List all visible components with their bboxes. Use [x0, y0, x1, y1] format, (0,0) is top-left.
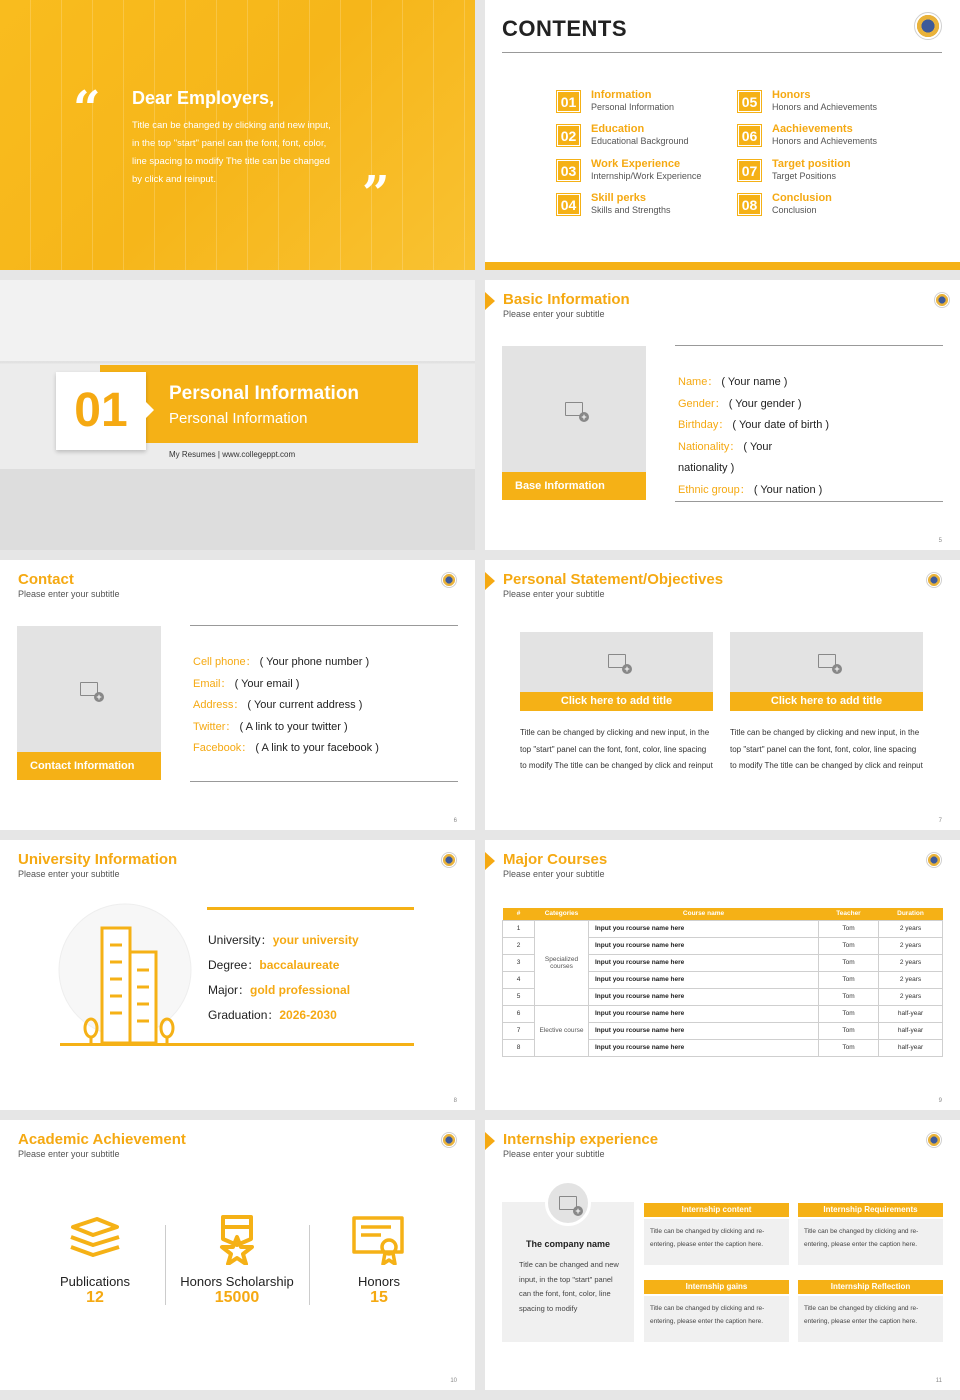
quote-close-icon: ” [362, 166, 390, 222]
field-label: Email： [193, 677, 232, 690]
field-value: ( Your current address ) [247, 699, 363, 712]
toc-title: Skill perks [591, 192, 647, 204]
field-nationality-cont [678, 458, 829, 480]
cover-text: Title can be changed by clicking and new input, in the top "start" panel can the font, font, color, line spacing to modify The title can be changed by click and reinput. [132, 120, 331, 185]
slide-title: Personal Statement/Objectives [503, 571, 724, 588]
toc-number: 02 [557, 125, 580, 146]
achievement-value: 15 [370, 1289, 388, 1306]
page-number: 9 [938, 1098, 942, 1104]
slide-title: Contact [18, 571, 74, 588]
row-label: Major： [208, 983, 251, 997]
slide-title: Academic Achievement [18, 1131, 186, 1148]
company-text: Title can be changed and new input, in the top "start" panel can the font, font, color, line spacing to modify [519, 1260, 619, 1313]
table-row[interactable] [503, 920, 943, 937]
toc-title: Target position [772, 158, 851, 170]
uni-row-graduation [208, 1003, 337, 1028]
company-name: The company name [525, 1239, 611, 1249]
page-number: 7 [938, 818, 942, 824]
field-birthday[interactable] [678, 415, 829, 437]
toc-item-6[interactable] [738, 123, 913, 149]
contents-title: CONTENTS [502, 16, 627, 41]
cell-teacher: Tom [819, 971, 879, 988]
card-image-placeholder[interactable] [730, 632, 923, 692]
slide-header [503, 851, 607, 880]
field-label: Ethnic group： [678, 483, 751, 496]
field-value: ( Your nation ) [753, 483, 823, 496]
slide-university-information[interactable] [0, 840, 475, 1110]
uni-row-major [208, 978, 350, 1003]
cell-course-name: Input you rcourse name here [589, 1039, 819, 1056]
field-value: ( Your email ) [234, 677, 300, 690]
toc-number: 05 [738, 91, 761, 112]
field-twitter[interactable] [193, 717, 379, 739]
toc-subtitle: Internship/Work Experience [591, 171, 702, 181]
cell-teacher: Tom [819, 988, 879, 1005]
slide-major-courses[interactable] [485, 840, 960, 1110]
slide-subtitle: Please enter your subtitle [18, 589, 120, 599]
toc-item-8[interactable] [738, 192, 913, 218]
slide-subtitle: Please enter your subtitle [18, 869, 120, 879]
toc-item-1[interactable] [557, 89, 732, 115]
photo-placeholder[interactable] [502, 346, 646, 472]
box-title: Internship gains [644, 1280, 789, 1294]
uni-row-degree [208, 953, 339, 978]
slide-basic-information[interactable] [485, 280, 960, 550]
cell-number: 4 [503, 971, 535, 988]
photo-placeholder[interactable] [17, 626, 161, 752]
slide-internship-experience[interactable] [485, 1120, 960, 1390]
slide-header [503, 1131, 658, 1160]
divider [207, 907, 414, 910]
toc-item-5[interactable] [738, 89, 913, 115]
page-number: 6 [453, 818, 457, 824]
field-ethnic-group[interactable] [678, 480, 829, 502]
slide-subtitle: Please enter your subtitle [503, 309, 605, 319]
box-text: Title can be changed by clicking and re-entering, please enter the caption here. [644, 1219, 789, 1265]
cell-duration: 2 years [879, 988, 943, 1005]
row-label: Degree： [208, 958, 260, 972]
image-add-icon [80, 682, 98, 696]
image-add-icon [559, 1196, 577, 1210]
university-logo-icon [914, 12, 942, 40]
building-icon [55, 900, 205, 1050]
field-value: ( Your gender ) [728, 397, 802, 410]
cover-title: Dear Employers, [132, 88, 275, 108]
section-subtitle: Personal Information [169, 410, 308, 427]
cell-duration: half-year [879, 1039, 943, 1056]
column-header: # [503, 908, 535, 920]
slide-academic-achievement[interactable] [0, 1120, 475, 1390]
company-logo-placeholder[interactable] [545, 1180, 591, 1226]
divider [190, 781, 458, 782]
cell-number: 5 [503, 988, 535, 1005]
cell-teacher: Tom [819, 920, 879, 937]
toc-title: Work Experience [591, 158, 681, 170]
books-icon [67, 1215, 123, 1265]
cell-number: 1 [503, 920, 535, 937]
field-value: ( A link to your twitter ) [239, 720, 348, 733]
box-text: Title can be changed by clicking and re-entering, please enter the caption here. [798, 1219, 943, 1265]
toc-number: 01 [557, 91, 580, 112]
achievement-value: 15000 [214, 1289, 260, 1306]
toc-title: Aachievements [772, 123, 853, 135]
slide-title: Internship experience [503, 1131, 659, 1148]
field-label: Twitter： [193, 720, 237, 733]
cell-duration: 2 years [879, 920, 943, 937]
cell-course-name: Input you rcourse name here [589, 920, 819, 937]
box-title: Internship Reflection [798, 1280, 943, 1294]
footer-bar [485, 262, 960, 270]
cell-number: 3 [503, 954, 535, 971]
row-label: Graduation： [208, 1008, 280, 1022]
achievement-scholarship [167, 1215, 307, 1307]
divider [675, 345, 943, 346]
slide-title: Major Courses [503, 851, 608, 868]
column-header: Course name [589, 908, 819, 920]
table-row[interactable] [503, 1005, 943, 1022]
card-text: Title can be changed by clicking and new input, in the top "start" panel can the font, font, color, line spacing to modify The title can be changed by click and reinput [520, 728, 713, 770]
cell-course-name: Input you rcourse name here [589, 954, 819, 971]
slide-subtitle: Please enter your subtitle [503, 869, 605, 879]
achievement-publications [25, 1215, 165, 1307]
box-title: Internship Requirements [798, 1203, 943, 1217]
achievement-honors [309, 1215, 449, 1307]
field-email[interactable] [193, 674, 379, 696]
card-title-button[interactable]: Click here to add title [520, 692, 713, 711]
toc-number: 08 [738, 194, 761, 215]
field-facebook[interactable] [193, 738, 379, 760]
cell-teacher: Tom [819, 1022, 879, 1039]
toc-number: 06 [738, 125, 761, 146]
toc-item-4[interactable] [557, 192, 732, 218]
table-header-row [503, 908, 943, 920]
university-logo-icon [441, 1132, 457, 1148]
field-label: Facebook： [193, 742, 253, 755]
toc-item-3[interactable] [557, 158, 732, 184]
field-cell-phone[interactable] [193, 652, 379, 674]
photo-label: Contact Information [17, 752, 161, 780]
cell-teacher: Tom [819, 1039, 879, 1056]
slide-title: Basic Information [503, 291, 630, 308]
university-logo-icon [926, 1132, 942, 1148]
cell-course-name: Input you rcourse name here [589, 937, 819, 954]
achievement-label: Publications [59, 1274, 131, 1289]
section-title: Personal Information [169, 383, 360, 404]
university-logo-icon [926, 572, 942, 588]
field-label: Birthday： [678, 419, 730, 432]
card-text: Title can be changed by clicking and new input, in the top "start" panel can the font, font, color, line spacing to modify The title can be changed by click and reinput [730, 728, 923, 770]
toc-title: Conclusion [772, 192, 832, 204]
medal-icon [209, 1215, 265, 1265]
field-label: Name： [678, 376, 719, 388]
card-image-placeholder[interactable] [520, 632, 713, 692]
field-gender[interactable] [678, 394, 829, 416]
toc-subtitle: Conclusion [772, 205, 817, 215]
slide-title: University Information [18, 851, 178, 868]
quote-open-icon: “ [73, 81, 101, 137]
slide-header [18, 571, 120, 600]
field-label: Nationality： [678, 440, 741, 453]
cell-course-name: Input you rcourse name here [589, 971, 819, 988]
toc-title: Information [591, 89, 652, 101]
toc-item-7[interactable] [738, 158, 913, 184]
page-number: 11 [935, 1378, 942, 1384]
slide-contact[interactable] [0, 560, 475, 830]
cell-number: 6 [503, 1005, 535, 1022]
divider [502, 52, 942, 53]
slide-header [503, 291, 630, 320]
image-add-icon [565, 402, 583, 416]
cell-teacher: Tom [819, 1005, 879, 1022]
achievement-label: Honors [358, 1274, 400, 1289]
toc-subtitle: Target Positions [772, 171, 837, 181]
cell-duration: 2 years [879, 954, 943, 971]
divider [675, 501, 943, 502]
card-title-button[interactable]: Click here to add title [730, 692, 923, 711]
toc-subtitle: Honors and Achievements [772, 136, 878, 146]
toc-subtitle: Honors and Achievements [772, 102, 878, 112]
achievement-label: Honors Scholarship [180, 1274, 294, 1289]
basic-info-list [678, 372, 829, 502]
toc-subtitle: Personal Information [591, 102, 675, 112]
divider [60, 1043, 414, 1046]
page-number: 8 [453, 1098, 457, 1104]
cell-duration: 2 years [879, 937, 943, 954]
slide-contents[interactable] [485, 0, 960, 270]
field-label: Gender： [678, 397, 726, 410]
divider [190, 625, 458, 626]
slide-header [503, 571, 723, 600]
slide-subtitle: Please enter your subtitle [503, 1149, 605, 1159]
cell-category: Elective course [535, 1005, 589, 1056]
box-text: Title can be changed by clicking and re-entering, please enter the caption here. [798, 1296, 943, 1342]
slide-section-1[interactable] [0, 280, 475, 550]
field-nationality[interactable] [678, 437, 829, 459]
courses-table [502, 908, 943, 1057]
field-value: ( Your name ) [721, 376, 788, 388]
toc-subtitle: Skills and Strengths [591, 205, 671, 215]
contact-info-list [193, 652, 379, 760]
slide-subtitle: Please enter your subtitle [503, 589, 605, 599]
toc-number: 07 [738, 160, 761, 181]
row-value: gold professional [250, 983, 351, 997]
toc-title: Honors [772, 89, 811, 101]
slide-header [18, 1131, 186, 1160]
cell-duration: half-year [879, 1022, 943, 1039]
page-number: 5 [938, 538, 942, 544]
certificate-icon [351, 1215, 407, 1265]
cell-course-name: Input you rcourse name here [589, 1022, 819, 1039]
field-value: ( Your phone number ) [259, 656, 370, 668]
column-header: Teacher [819, 908, 879, 920]
slide-personal-statement[interactable] [485, 560, 960, 830]
field-name[interactable] [678, 372, 829, 394]
cell-course-name: Input you rcourse name here [589, 1005, 819, 1022]
divider [165, 1225, 166, 1305]
field-label: Address： [193, 699, 245, 712]
column-header: Categories [535, 908, 589, 920]
cell-course-name: Input you rcourse name here [589, 988, 819, 1005]
toc-subtitle: Educational Background [591, 136, 689, 146]
field-value: ( Your date of birth ) [732, 419, 830, 432]
field-address[interactable] [193, 695, 379, 717]
cell-teacher: Tom [819, 954, 879, 971]
toc-number: 03 [557, 160, 580, 181]
cell-teacher: Tom [819, 937, 879, 954]
row-value: 2026-2030 [279, 1008, 337, 1022]
row-value: baccalaureate [259, 958, 340, 972]
field-value: ( A link to your facebook ) [255, 742, 379, 755]
cell-number: 2 [503, 937, 535, 954]
cell-category: Specialized courses [535, 920, 589, 1005]
row-value: your university [272, 933, 359, 947]
toc-item-2[interactable] [557, 123, 732, 149]
image-add-icon [608, 654, 626, 668]
box-text: Title can be changed by clicking and re-entering, please enter the caption here. [644, 1296, 789, 1342]
field-label: Cell phone： [193, 656, 257, 668]
image-add-icon [818, 654, 836, 668]
uni-row-university [208, 928, 359, 953]
cell-number: 7 [503, 1022, 535, 1039]
slide-header [18, 851, 177, 880]
cell-duration: half-year [879, 1005, 943, 1022]
section-number: 01 [56, 372, 146, 450]
achievement-value: 12 [86, 1289, 104, 1306]
column-header: Duration [879, 908, 943, 920]
section-footer: My Resumes | www.collegeppt.com [169, 450, 296, 459]
slide-subtitle: Please enter your subtitle [18, 1149, 120, 1159]
field-value: nationality ) [678, 462, 735, 475]
field-value: ( Your [743, 440, 773, 453]
university-logo-icon [441, 572, 457, 588]
cell-number: 8 [503, 1039, 535, 1056]
university-logo-icon [934, 292, 950, 308]
university-logo-icon [441, 852, 457, 868]
cell-duration: 2 years [879, 971, 943, 988]
photo-label: Base Information [502, 472, 646, 500]
toc-title: Education [591, 123, 645, 135]
page-number: 10 [450, 1378, 457, 1384]
row-label: University： [208, 933, 273, 947]
university-logo-icon [926, 852, 942, 868]
toc-number: 04 [557, 194, 580, 215]
slide-cover[interactable] [0, 0, 475, 270]
box-title: Internship content [644, 1203, 789, 1217]
